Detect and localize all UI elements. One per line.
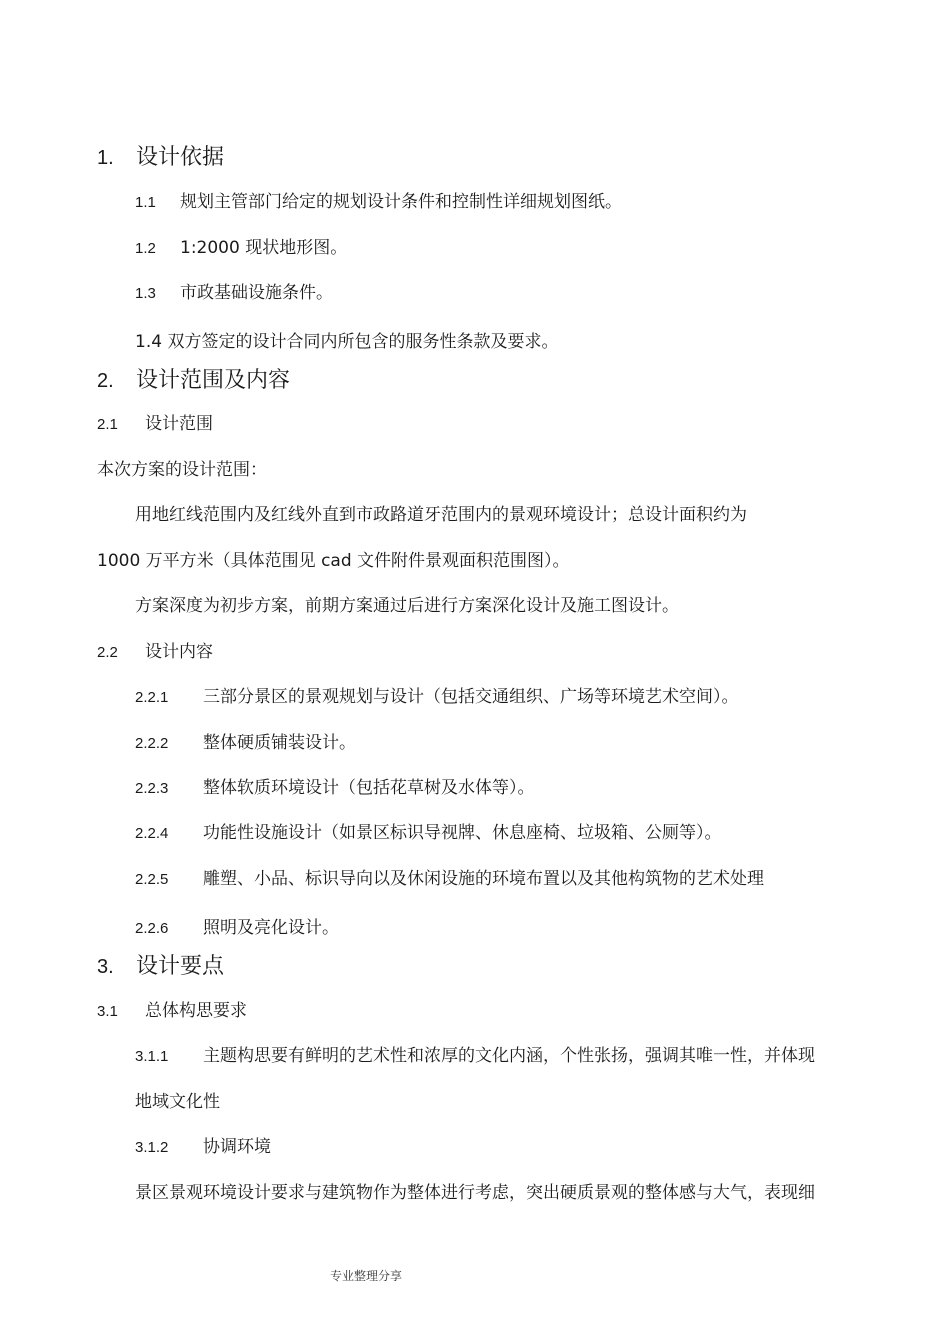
item-number: 1.2: [135, 240, 156, 257]
item-text: 雕塑、小品、标识导向以及休闲设施的环境布置以及其他构筑物的艺术处理: [203, 869, 764, 889]
item-number: 2.2.3: [135, 780, 169, 797]
subsection-heading: [97, 1000, 247, 1023]
item-number: 3.1.2: [135, 1139, 169, 1156]
item-text: 照明及亮化设计。: [203, 918, 339, 938]
list-item: [135, 1045, 815, 1068]
section-2-heading: [97, 367, 290, 395]
item-text: 功能性设施设计（如景区标识导视牌、休息座椅、垃圾箱、公厕等）。: [203, 823, 722, 843]
item-text: 三部分景区的景观规划与设计（包括交通组织、广场等环境艺术空间）。: [203, 687, 739, 707]
section-3-heading: [97, 953, 224, 981]
item-number: 3.1.1: [135, 1048, 169, 1065]
item-continuation: 地域文化性: [135, 1092, 220, 1112]
item-number: 2.2.4: [135, 825, 169, 842]
item-number: 2.2.2: [135, 735, 169, 752]
item-number: 2.2.1: [135, 689, 169, 706]
list-item: [135, 1136, 271, 1159]
item-text: 整体软质环境设计（包括花草树及水体等）。: [203, 778, 535, 798]
section-number: 1.: [97, 147, 114, 169]
item-number: 2.2.6: [135, 920, 169, 937]
page-footer: 专业整理分享: [330, 1269, 403, 1283]
subsection-title: 总体构思要求: [145, 1001, 247, 1021]
paragraph: 景区景观环境设计要求与建筑物作为整体进行考虑，突出硬质景观的整体感与大气，表现细: [135, 1183, 815, 1203]
section-number: 3.: [97, 956, 114, 978]
item-text: 市政基础设施条件。: [180, 283, 333, 303]
subsection-title: 设计范围: [145, 414, 213, 434]
section-title: 设计要点: [136, 954, 225, 979]
list-item: [135, 732, 356, 755]
list-item: [135, 868, 764, 891]
item-number: 2.2.5: [135, 871, 169, 888]
paragraph: 用地红线范围内及红线外直到市政路道牙范围内的景观环境设计；总设计面积约为: [135, 505, 747, 525]
list-item: [135, 282, 333, 305]
subsection-number: 3.1: [97, 1003, 118, 1020]
item-number: 1.3: [135, 285, 156, 302]
list-item: [135, 237, 347, 260]
section-number: 2.: [97, 370, 114, 392]
subsection-title: 设计内容: [145, 642, 213, 662]
item-text: 主题构思要有鲜明的艺术性和浓厚的文化内涵，个性张扬，强调其唯一性，并体现: [203, 1046, 815, 1066]
list-item: [135, 777, 535, 800]
subsection-heading: [97, 641, 213, 664]
list-item: 1.4 双方签定的设计合同内所包含的服务性条款及要求。: [135, 332, 559, 352]
list-item: [135, 917, 339, 940]
item-text: 1:2000 现状地形图。: [180, 238, 348, 258]
section-title: 设计依据: [136, 145, 225, 170]
list-item: [135, 822, 722, 845]
subsection-number: 2.2: [97, 644, 118, 661]
section-title: 设计范围及内容: [136, 368, 291, 393]
section-1-heading: [97, 144, 224, 172]
paragraph: 1000 万平方米（具体范围见 cad 文件附件景观面积范围图）。: [97, 551, 570, 571]
item-number: 1.1: [135, 194, 156, 211]
list-item: [135, 686, 739, 709]
subsection-number: 2.1: [97, 416, 118, 433]
item-text: 规划主管部门给定的规划设计条件和控制性详细规划图纸。: [180, 192, 622, 212]
paragraph: 本次方案的设计范围：: [97, 460, 267, 480]
item-text: 整体硬质铺装设计。: [203, 733, 356, 753]
paragraph: 方案深度为初步方案，前期方案通过后进行方案深化设计及施工图设计。: [135, 596, 679, 616]
subsection-heading: [97, 413, 213, 436]
list-item: [135, 191, 622, 214]
item-text: 协调环境: [203, 1137, 271, 1157]
